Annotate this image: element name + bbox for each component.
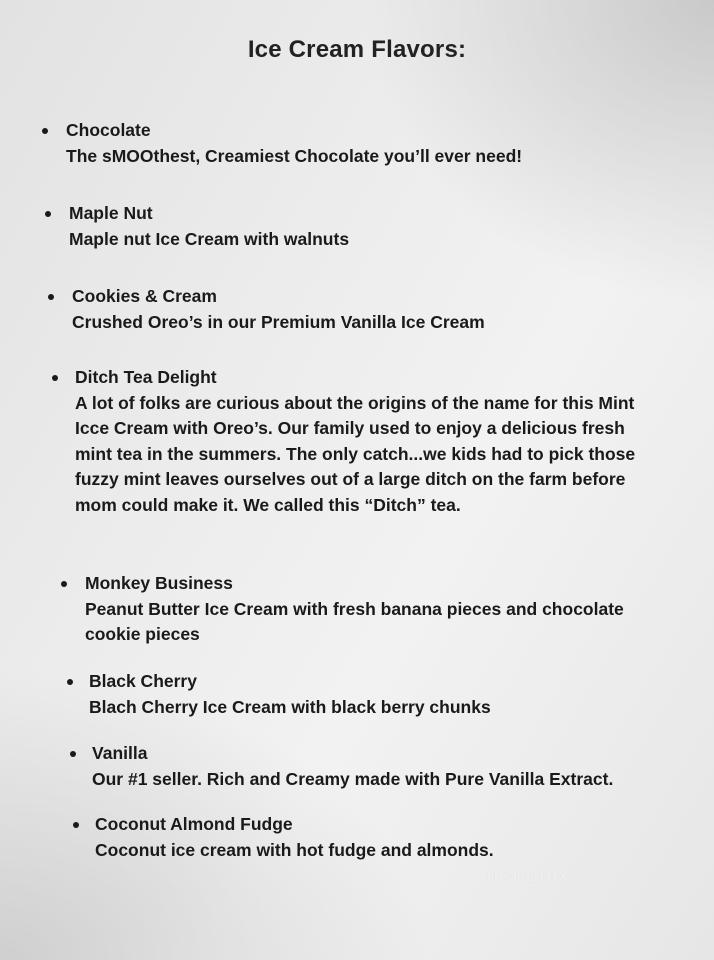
flavor-item-chocolate — [66, 118, 626, 169]
bullet-icon — [61, 581, 67, 587]
bullet-icon — [73, 822, 79, 828]
flavor-name: Cookies & Cream — [72, 286, 217, 306]
menu-title: Ice Cream Flavors: — [247, 36, 467, 63]
bullet-icon — [70, 751, 76, 757]
flavor-description: Blach Cherry Ice Cream with black berry chunks — [89, 696, 491, 717]
flavor-item-maple-nut — [69, 201, 629, 252]
flavor-item-black-cherry — [89, 669, 659, 720]
bullet-icon — [52, 375, 58, 381]
bullet-icon — [67, 679, 73, 685]
bullet-icon — [48, 294, 54, 300]
flavor-name: Black Cherry — [89, 671, 197, 691]
flavor-name: Coconut Almond Fudge — [95, 814, 293, 834]
flavor-item-monkey-business — [85, 571, 665, 648]
flavor-description: Peanut Butter Ice Cream with fresh banana pieces and chocolate cookie pieces — [85, 598, 624, 645]
bullet-icon — [45, 211, 51, 217]
flavor-name: Ditch Tea Delight — [75, 367, 217, 387]
flavor-description: A lot of folks are curious about the origins of the name for this Mint Icce Cream with Oreo’s. Our family used to enjoy a delicious fresh mint tea in the summers. The only catch...we kids had to pick those fuzzy mint leaves ourselves out of a large ditch on the farm before mom could make it. We called this “Ditch” tea. — [75, 392, 636, 515]
bullet-icon — [42, 128, 48, 134]
flavor-item-cookies-cream — [72, 284, 632, 335]
flavor-description: Coconut ice cream with hot fudge and almonds. — [95, 839, 494, 860]
flavor-name: Monkey Business — [85, 573, 233, 593]
flavor-description: Maple nut Ice Cream with walnuts — [69, 228, 350, 249]
flavor-item-coconut-almond-fudge — [95, 812, 665, 863]
flavor-item-ditch-tea-delight — [75, 365, 665, 519]
flavor-description: Crushed Oreo’s in our Premium Vanilla Ice Cream — [72, 311, 485, 332]
watermark-logo: menupix — [480, 862, 571, 887]
flavor-description: Our #1 seller. Rich and Creamy made with Pure Vanilla Extract. — [92, 768, 614, 789]
flavor-name: Maple Nut — [69, 203, 153, 223]
flavor-item-vanilla — [92, 741, 672, 792]
flavor-name: Chocolate — [66, 120, 151, 140]
flavor-name: Vanilla — [92, 743, 148, 763]
flavor-description: The sMOOthest, Creamiest Chocolate you’ll ever need! — [66, 145, 523, 166]
